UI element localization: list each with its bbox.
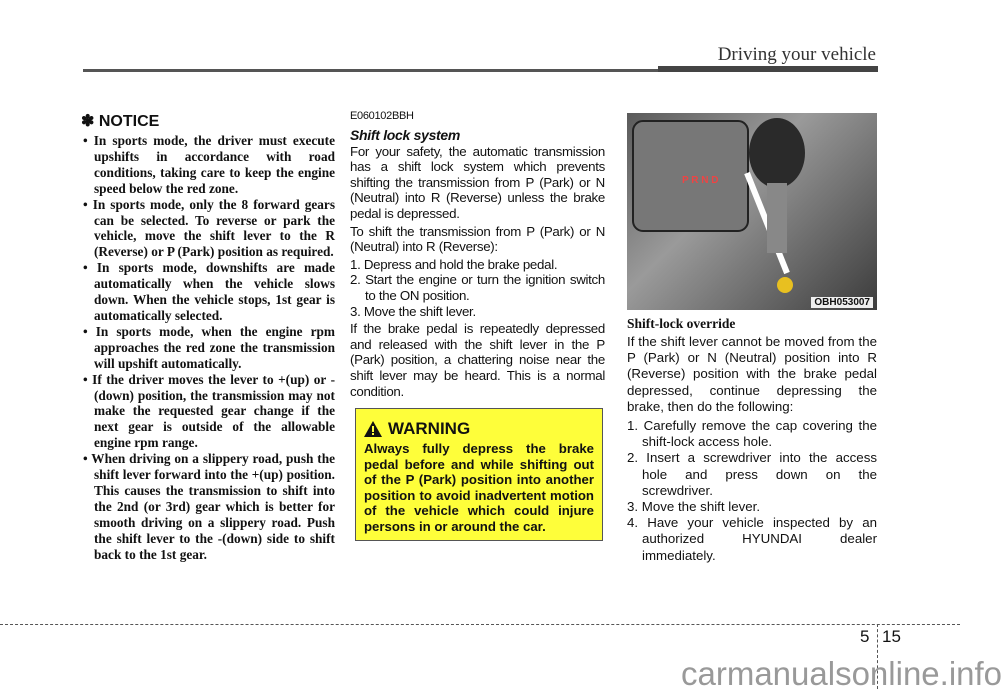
paragraph: To shift the transmission from P (Park) or N (Neutral) into R (Reverse):: [350, 223, 605, 255]
notice-item: • In sports mode, the driver must execute upshifts in accordance with road conditions, taking care to keep the engine speed below the red zone.: [81, 133, 335, 197]
shift-lock-column: [350, 109, 605, 401]
notice-column: [81, 111, 335, 562]
footer-rule: [0, 624, 960, 625]
shift-lever-illustration: [627, 113, 877, 310]
step: 2. Start the engine or turn the ignition switch to the ON position.: [350, 272, 605, 303]
page-number: 15: [882, 627, 901, 646]
paragraph: If the brake pedal is repeatedly depressed and released with the shift lever in the P (Park) position, a chattering noise near the shift lever may be heard. This is a normal condition.: [350, 321, 605, 399]
override-title: Shift-lock override: [627, 316, 736, 331]
paragraph: If the shift lever cannot be moved from the P (Park) or N (Neutral) position into R (Reverse) position with the brake pedal depressed, continue depressing the brake, then do the following:: [627, 334, 877, 414]
step: 3. Move the shift lever.: [350, 303, 476, 319]
watermark: carmanualsonline.info: [681, 655, 1002, 692]
chapter-number: 5: [860, 627, 870, 646]
section-code: E060102BBH: [350, 110, 414, 122]
notice-item: • If the driver moves the lever to +(up) or -(down) position, the transmission may not make the requested gear change if the next gear is outside of the allowable engine rpm range.: [81, 372, 335, 452]
step: 3. Move the shift lever.: [627, 499, 761, 515]
step: 1. Depress and hold the brake pedal.: [350, 256, 558, 272]
warning-box: [355, 408, 603, 541]
notice-item: • When driving on a slippery road, push the shift lever forward into the +(up) position. This causes the transmission to shift into the 2nd (or 3rd) gear which is better for smooth driving on a slippery road. Push the shift lever to the -(down) side to shift back to the 1st gear.: [81, 451, 335, 562]
step: 4. Have your vehicle inspected by an authorized HYUNDAI dealer immediately.: [627, 515, 877, 563]
lever-letters: P R N D: [682, 175, 719, 186]
notice-item: • In sports mode, only the 8 forward gears can be selected. To reverse or park the vehicle, move the shift lever to the R (Reverse) or P (Park) position as required.: [81, 197, 335, 261]
figure-code: OBH053007: [811, 297, 873, 308]
step: 2. Insert a screwdriver into the access hole and press down on the screwdriver.: [627, 450, 877, 498]
notice-item: • In sports mode, downshifts are made automatically when the vehicle slows down. When the vehicle stops, 1st gear is automatically selected.: [81, 260, 335, 324]
notice-item: • In sports mode, when the engine rpm approaches the red zone the transmission will upshift automatically.: [81, 324, 335, 372]
warning-triangle-icon: [364, 421, 382, 437]
warning-body: Always fully depress the brake pedal before and while shifting out of the P (Park) position into another position to avoid inadvertent motion of the vehicle which could injure persons in or around the car.: [364, 441, 594, 534]
header-rule-accent: [658, 66, 878, 72]
shift-lock-title: Shift lock system: [350, 126, 461, 143]
step: 1. Carefully remove the cap covering the shift-lock access hole.: [627, 418, 877, 450]
notice-title: ✽ NOTICE: [81, 113, 160, 130]
section-title: Driving your vehicle: [717, 44, 876, 65]
shift-lever-photo: [627, 113, 877, 310]
override-column: [627, 316, 877, 567]
paragraph: For your safety, the automatic transmission has a shift lock system which prevents shifting the transmission from P (Park) or N (Neutral) into R (Reverse) unless the brake pedal is depressed.: [350, 143, 605, 221]
warning-title: WARNING: [388, 419, 471, 438]
